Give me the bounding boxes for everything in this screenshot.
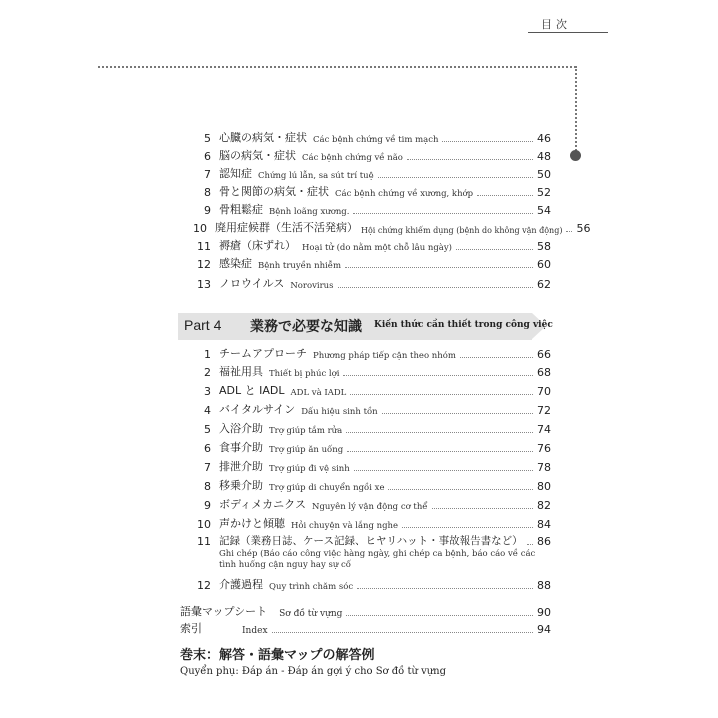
toc-page-number: 70 xyxy=(537,385,551,398)
toc-title-jp: 廃用症候群（生活不活発病） xyxy=(215,221,358,234)
toc-entry[interactable] xyxy=(193,494,551,512)
toc-number: 6 xyxy=(204,442,211,455)
toc-number: 7 xyxy=(204,461,211,474)
toc-page-number: 46 xyxy=(537,132,551,145)
toc-page-number: 68 xyxy=(537,366,551,379)
dot-leader xyxy=(346,432,533,433)
toc-page-number: 48 xyxy=(537,150,551,163)
toc-page-number: 78 xyxy=(537,461,551,474)
toc-entry[interactable] xyxy=(193,343,551,361)
toc-entry[interactable] xyxy=(193,199,551,217)
dot-leader xyxy=(346,615,533,616)
toc-entry[interactable] xyxy=(193,574,551,592)
dot-leader xyxy=(338,287,534,288)
toc-entry-vocab-map[interactable] xyxy=(180,601,551,619)
toc-title-jp: 心臓の病気・症状 xyxy=(219,131,307,144)
toc-entry[interactable] xyxy=(193,437,551,455)
toc-title-vi: Nguyên lý vận động cơ thể xyxy=(312,502,428,512)
toc-title-jp: 脳の病気・症状 xyxy=(219,149,296,162)
toc-page-number: 72 xyxy=(537,404,551,417)
toc-page-number: 82 xyxy=(537,499,551,512)
toc-title-jp: チームアプローチ xyxy=(219,347,307,360)
toc-title-jp: 排泄介助 xyxy=(219,460,263,473)
toc-page-number: 88 xyxy=(537,579,551,592)
toc-title-vi: Trợ giúp di chuyển ngồi xe xyxy=(269,483,385,493)
toc-title-vi: Hội chứng khiếm dụng (bệnh do không vận động) xyxy=(361,226,563,235)
toc-title-jp: 入浴介助 xyxy=(219,422,263,435)
dot-leader xyxy=(345,267,533,268)
toc-entry[interactable] xyxy=(193,217,591,235)
section-header-label: 目次 xyxy=(541,18,571,31)
toc-title-jp: 記録（業務日誌、ケース記録、ヒヤリハット・事故報告書など） xyxy=(219,535,523,547)
toc-number: 5 xyxy=(204,132,211,145)
dot-leader xyxy=(272,632,533,633)
dotted-divider xyxy=(98,66,576,68)
toc-title-vi: Hoại tử (do nằm một chỗ lâu ngày) xyxy=(302,243,452,253)
dot-leader xyxy=(357,588,533,589)
toc-page-number: 52 xyxy=(537,186,551,199)
toc-number: 13 xyxy=(197,278,211,291)
toc-page-number: 94 xyxy=(537,623,551,636)
toc-page-number: 76 xyxy=(537,442,551,455)
toc-number: 11 xyxy=(197,535,211,548)
dot-leader xyxy=(527,544,533,545)
toc-number: 8 xyxy=(204,186,211,199)
dot-leader xyxy=(388,489,533,490)
toc-page-number: 80 xyxy=(537,480,551,493)
toc-entry[interactable] xyxy=(193,273,551,291)
toc-title-vi: Các bệnh chứng về não xyxy=(302,153,403,163)
toc-title-vi: Quy trình chăm sóc xyxy=(269,582,354,592)
toc-entry[interactable] xyxy=(193,253,551,271)
toc-entry[interactable] xyxy=(193,475,551,493)
dot-leader xyxy=(407,159,533,160)
toc-title-vi: Trợ giúp ăn uống xyxy=(269,445,344,455)
dot-leader xyxy=(456,249,533,250)
dot-leader xyxy=(566,231,572,232)
toc-page-number: 66 xyxy=(537,348,551,361)
toc-page-number: 50 xyxy=(537,168,551,181)
toc-title-jp: 声かけと傾聴 xyxy=(219,517,285,530)
toc-entry-detail-line2: tình huống cận nguy hay sự cố xyxy=(219,560,351,570)
toc-title-vi: Bệnh truyền nhiễm xyxy=(258,261,342,271)
toc-page-number: 54 xyxy=(537,204,551,217)
toc-entry[interactable] xyxy=(193,418,551,436)
toc-number: 4 xyxy=(204,404,211,417)
toc-title-jp: 感染症 xyxy=(219,257,252,270)
side-bullet-dot xyxy=(570,150,581,161)
toc-title-jp: ADL と IADL xyxy=(219,384,285,397)
appendix-subtitle: Quyển phụ: Đáp án - Đáp án gợi ý cho Sơ đồ từ vựng xyxy=(180,666,447,677)
toc-title-jp: 語彙マップシート xyxy=(180,605,268,618)
dot-leader xyxy=(353,213,533,214)
toc-page-number: 90 xyxy=(537,606,551,619)
toc-title-jp: 福祉用具 xyxy=(219,365,263,378)
toc-number: 5 xyxy=(204,423,211,436)
toc-title-vi: Index xyxy=(242,626,268,636)
toc-number: 3 xyxy=(204,385,211,398)
toc-entry[interactable] xyxy=(193,513,551,531)
toc-entry[interactable] xyxy=(193,530,551,548)
dot-leader xyxy=(343,375,533,376)
toc-title-vi: Sơ đồ từ vựng xyxy=(279,609,343,619)
toc-title-jp: ボディメカニクス xyxy=(219,498,307,511)
toc-title-jp: ノロウイルス xyxy=(219,277,285,290)
toc-number: 9 xyxy=(204,204,211,217)
toc-title-jp: 骨粗鬆症 xyxy=(219,203,263,216)
dot-leader xyxy=(460,357,533,358)
part-subtitle: Kiến thức cần thiết trong công việc xyxy=(374,320,553,330)
dot-leader xyxy=(442,141,533,142)
toc-title-vi: Phương pháp tiếp cận theo nhóm xyxy=(313,351,456,361)
part-label: Part 4 xyxy=(184,317,222,333)
dot-leader xyxy=(354,470,533,471)
toc-number: 8 xyxy=(204,480,211,493)
toc-entry[interactable] xyxy=(193,145,551,163)
toc-title-vi: Trợ giúp tắm rửa xyxy=(269,426,343,436)
toc-entry[interactable] xyxy=(193,399,551,417)
toc-entry[interactable] xyxy=(193,361,551,379)
side-dotted-line xyxy=(575,66,577,158)
appendix-title: 巻末：解答・語彙マップの解答例 xyxy=(180,648,375,663)
toc-page-number: 60 xyxy=(537,258,551,271)
toc-title-vi: Thiết bị phúc lợi xyxy=(269,369,340,379)
toc-title-vi: Bệnh loãng xương. xyxy=(269,207,350,217)
toc-title-jp: バイタルサイン xyxy=(219,403,296,416)
toc-title-jp: 食事介助 xyxy=(219,441,263,454)
toc-title-jp: 褥瘡（床ずれ） xyxy=(219,239,296,252)
toc-entry[interactable] xyxy=(193,163,551,181)
toc-title-jp: 索引 xyxy=(180,622,202,635)
toc-number: 12 xyxy=(197,579,211,592)
toc-title-vi: Các bệnh chứng về tim mạch xyxy=(313,135,439,145)
toc-page-number: 58 xyxy=(537,240,551,253)
toc-title-jp: 移乗介助 xyxy=(219,479,263,492)
toc-page-number: 74 xyxy=(537,423,551,436)
toc-number: 11 xyxy=(197,240,211,253)
toc-title-jp: 認知症 xyxy=(219,167,252,180)
toc-number: 12 xyxy=(197,258,211,271)
toc-number: 9 xyxy=(204,499,211,512)
toc-entry-detail-line1: Ghi chép (Báo cáo công việc hàng ngày, ghi chép ca bệnh, báo cáo về các xyxy=(219,549,536,559)
dot-leader xyxy=(477,195,533,196)
toc-title-jp: 骨と関節の病気・症状 xyxy=(219,185,329,198)
toc-entry[interactable] xyxy=(193,181,551,199)
toc-entry[interactable] xyxy=(193,380,551,398)
dot-leader xyxy=(382,413,533,414)
toc-title-vi: Norovirus xyxy=(290,281,334,291)
toc-title-vi: Chứng lú lẫn, sa sút trí tuệ xyxy=(258,171,374,181)
toc-entry[interactable] xyxy=(193,456,551,474)
dot-leader xyxy=(378,177,533,178)
toc-page-number: 84 xyxy=(537,518,551,531)
toc-number: 10 xyxy=(193,222,207,235)
dot-leader xyxy=(350,394,533,395)
toc-number: 7 xyxy=(204,168,211,181)
toc-number: 1 xyxy=(204,348,211,361)
toc-number: 10 xyxy=(197,518,211,531)
dot-leader xyxy=(432,508,533,509)
toc-title-jp: 介護過程 xyxy=(219,578,263,591)
toc-number: 6 xyxy=(204,150,211,163)
header-rule xyxy=(528,32,608,33)
toc-number: 2 xyxy=(204,366,211,379)
toc-entry-index[interactable] xyxy=(180,618,551,636)
dot-leader xyxy=(402,527,533,528)
toc-page-number: 56 xyxy=(576,222,591,235)
toc-title-vi: Các bệnh chứng về xương, khớp xyxy=(335,189,474,199)
toc-page-number: 62 xyxy=(537,278,551,291)
dot-leader xyxy=(347,451,533,452)
toc-page-number: 86 xyxy=(537,535,551,548)
part-title: 業務で必要な知識 xyxy=(250,319,362,335)
toc-title-vi: Trợ giúp đi vệ sinh xyxy=(269,464,350,474)
toc-entry[interactable] xyxy=(193,127,551,145)
toc-entry[interactable] xyxy=(193,235,551,253)
toc-title-vi: Dấu hiệu sinh tồn xyxy=(301,407,378,417)
toc-title-vi: ADL và IADL xyxy=(290,388,347,398)
toc-title-vi: Hỏi chuyện và lắng nghe xyxy=(291,521,399,531)
